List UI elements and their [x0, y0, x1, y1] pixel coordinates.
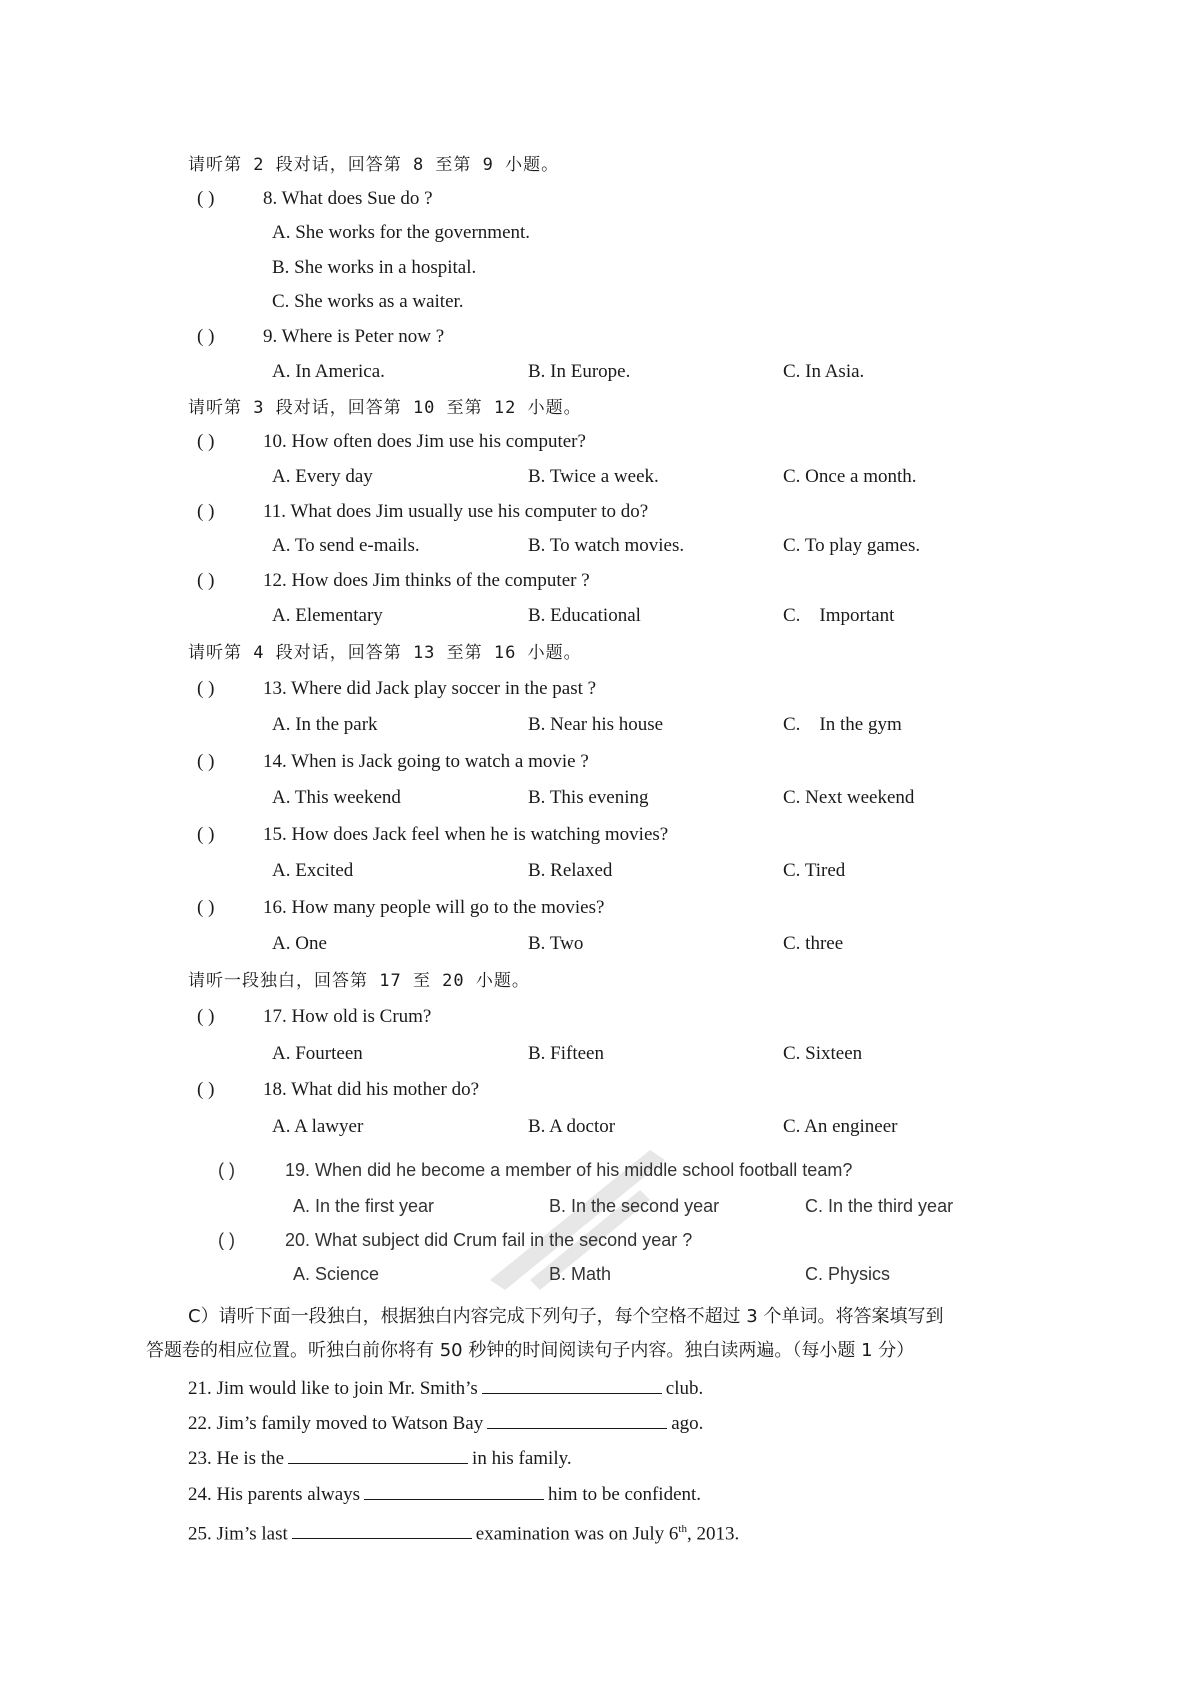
question-text: How many people will go to the movies? [291, 897, 605, 918]
section-heading-dialogue-3: 请听第 3 段对话，回答第 10 至第 12 小题。 [188, 398, 582, 418]
option-20a: A. Science [293, 1264, 380, 1284]
answer-bracket-17[interactable]: ( ) [197, 1006, 215, 1027]
option-15b: B. Relaxed [528, 860, 613, 881]
ordinal-suffix: th [678, 1523, 687, 1535]
question-text: What did his mother do? [291, 1079, 480, 1100]
option-8a: A. She works for the government. [272, 222, 531, 243]
option-20c: C. Physics [805, 1264, 891, 1284]
question-8: 8. What does Sue do ? [263, 188, 433, 209]
answer-blank-24[interactable] [364, 1481, 544, 1500]
question-10: 10. How often does Jim use his computer? [263, 431, 586, 452]
option-15c: C. Tired [783, 860, 846, 881]
option-18b: B. A doctor [528, 1116, 616, 1137]
option-19a: A. In the first year [293, 1196, 435, 1216]
option-11a: A. To send e-mails. [272, 535, 420, 556]
option-14a: A. This weekend [272, 787, 401, 808]
fill-item-24 [188, 1481, 701, 1507]
question-number: 18 [263, 1079, 282, 1100]
answer-bracket-11[interactable]: ( ) [197, 501, 215, 522]
answer-bracket-15[interactable]: ( ) [197, 824, 215, 845]
answer-blank-22[interactable] [487, 1410, 667, 1429]
option-17a: A. Fourteen [272, 1043, 363, 1064]
option-16a: A. One [272, 933, 327, 954]
option-17c: C. Sixteen [783, 1043, 863, 1064]
question-text: Where is Peter now ? [281, 326, 445, 347]
fill-item-25 [188, 1517, 739, 1546]
option-13a: A. In the park [272, 714, 378, 735]
question-14: 14. When is Jack going to watch a movie ? [263, 751, 589, 772]
option-9a: A. In America. [272, 361, 385, 382]
question-18: 18. What did his mother do? [263, 1079, 480, 1100]
question-number: 16 [263, 897, 282, 918]
option-12a: A. Elementary [272, 605, 383, 626]
fill-item-text: club. [665, 1378, 704, 1399]
fill-item-23 [188, 1445, 572, 1471]
option-17b: B. Fifteen [528, 1043, 604, 1064]
question-text: How often does Jim use his computer? [291, 431, 586, 452]
fill-item-text: 24. His parents always [188, 1484, 361, 1505]
question-15: 15. How does Jack feel when he is watching movies? [263, 824, 669, 845]
answer-blank-23[interactable] [288, 1445, 468, 1464]
question-number: 9 [263, 326, 273, 347]
question-text: What subject did Crum fail in the second year ? [315, 1230, 693, 1250]
option-14c: C. Next weekend [783, 787, 915, 808]
option-13c: C. In the gym [783, 714, 902, 735]
answer-bracket-19[interactable]: ( ) [218, 1160, 235, 1180]
answer-bracket-14[interactable]: ( ) [197, 751, 215, 772]
question-number: 20 [285, 1230, 306, 1250]
question-17: 17. How old is Crum? [263, 1006, 432, 1027]
answer-bracket-13[interactable]: ( ) [197, 678, 215, 699]
option-19c: C. In the third year [805, 1196, 954, 1216]
question-20: 20. What subject did Crum fail in the second year ? [285, 1230, 693, 1250]
option-9b: B. In Europe. [528, 361, 631, 382]
option-18a: A. A lawyer [272, 1116, 364, 1137]
option-19b: B. In the second year [549, 1196, 720, 1216]
fill-item-22 [188, 1410, 703, 1436]
fill-item-text: 21. Jim would like to join Mr. Smith’s [188, 1378, 478, 1399]
question-number: 19 [285, 1160, 306, 1180]
answer-bracket-20[interactable]: ( ) [218, 1230, 235, 1250]
question-number: 8 [263, 188, 273, 209]
option-10b: B. Twice a week. [528, 466, 659, 487]
answer-bracket-12[interactable]: ( ) [197, 570, 215, 591]
fill-item-text: 25. Jim’s last [188, 1523, 288, 1545]
fill-item-text: 22. Jim’s family moved to Watson Bay [188, 1413, 484, 1434]
option-8c: C. She works as a waiter. [272, 291, 464, 312]
question-11: 11. What does Jim usually use his computer to do? [263, 501, 649, 522]
answer-bracket-16[interactable]: ( ) [197, 897, 215, 918]
option-9c: C. In Asia. [783, 361, 865, 382]
option-8b: B. She works in a hospital. [272, 257, 477, 278]
question-text: Where did Jack play soccer in the past ? [291, 678, 597, 699]
question-12: 12. How does Jim thinks of the computer ? [263, 570, 590, 591]
option-12b: B. Educational [528, 605, 641, 626]
section-heading-dialogue-4: 请听第 4 段对话，回答第 13 至第 16 小题。 [188, 643, 582, 663]
option-15a: A. Excited [272, 860, 354, 881]
answer-blank-21[interactable] [482, 1375, 662, 1394]
fill-item-text: ago. [671, 1413, 704, 1434]
question-number: 14 [263, 751, 282, 772]
question-16: 16. How many people will go to the movies? [263, 897, 605, 918]
option-10a: A. Every day [272, 466, 373, 487]
question-9: 9. Where is Peter now ? [263, 326, 445, 347]
option-14b: B. This evening [528, 787, 649, 808]
fill-item-text: , 2013. [686, 1523, 740, 1545]
option-13b: B. Near his house [528, 714, 664, 735]
part-c-instructions-line1: C）请听下面一段独白，根据独白内容完成下列句子，每个空格不超过 3 个单词。将答案填写到 [188, 1306, 944, 1327]
answer-blank-25[interactable] [292, 1520, 472, 1539]
option-18c: C. An engineer [783, 1116, 898, 1137]
option-12c: C. Important [783, 605, 895, 626]
question-number: 12 [263, 570, 282, 591]
question-number: 15 [263, 824, 282, 845]
fill-item-text: 23. He is the [188, 1448, 285, 1469]
answer-bracket-18[interactable]: ( ) [197, 1079, 215, 1100]
option-11b: B. To watch movies. [528, 535, 685, 556]
option-16c: C. three [783, 933, 844, 954]
option-16b: B. Two [528, 933, 584, 954]
question-13: 13. Where did Jack play soccer in the past ? [263, 678, 597, 699]
fill-item-text: examination was on July 6 [475, 1523, 679, 1545]
answer-bracket-9[interactable]: ( ) [197, 326, 215, 347]
section-heading-dialogue-2: 请听第 2 段对话，回答第 8 至第 9 小题。 [188, 155, 560, 175]
question-number: 17 [263, 1006, 282, 1027]
question-text: How old is Crum? [291, 1006, 432, 1027]
part-c-instructions-line2: 答题卷的相应位置。听独白前你将有 50 秒钟的时间阅读句子内容。独白读两遍。（每小题 1 分） [146, 1340, 915, 1361]
answer-bracket-10[interactable]: ( ) [197, 431, 215, 452]
question-text: How does Jack feel when he is watching movies? [291, 824, 669, 845]
question-number: 13 [263, 678, 282, 699]
option-10c: C. Once a month. [783, 466, 917, 487]
answer-bracket-8[interactable]: ( ) [197, 188, 215, 209]
fill-item-21 [188, 1375, 703, 1401]
fill-item-text: him to be confident. [548, 1484, 702, 1505]
section-heading-monologue: 请听一段独白，回答第 17 至 20 小题。 [188, 971, 530, 991]
fill-item-text: in his family. [472, 1448, 572, 1469]
question-19: 19. When did he become a member of his middle school football team? [285, 1160, 853, 1180]
question-text: What does Sue do ? [281, 188, 433, 209]
option-20b: B. Math [549, 1264, 612, 1284]
question-number: 10 [263, 431, 282, 452]
option-11c: C. To play games. [783, 535, 921, 556]
question-text: When did he become a member of his middle school football team? [315, 1160, 853, 1180]
question-text: How does Jim thinks of the computer ? [291, 570, 590, 591]
question-text: When is Jack going to watch a movie ? [291, 751, 589, 772]
question-text: What does Jim usually use his computer to do? [290, 501, 649, 522]
question-number: 11 [263, 501, 282, 522]
